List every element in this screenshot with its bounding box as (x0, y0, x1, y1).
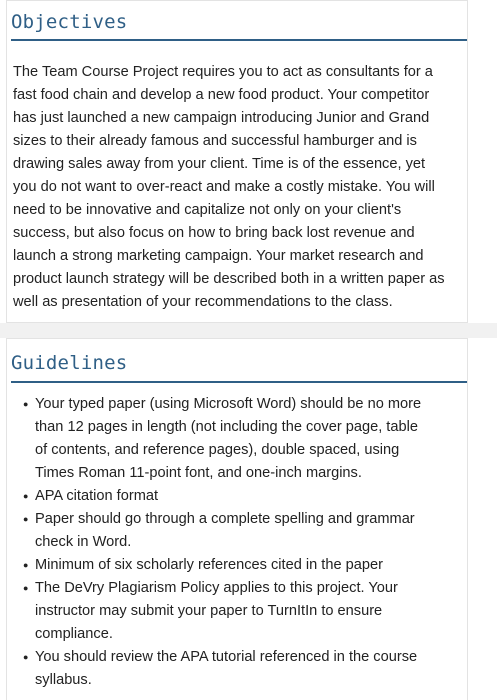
guidelines-panel (6, 338, 468, 700)
guidelines-divider (11, 381, 467, 383)
objectives-panel (6, 0, 468, 323)
bullet-icon: ● (23, 652, 29, 662)
paragraph-line: launch a strong marketing campaign. Your market research and (13, 248, 424, 264)
list-item (7, 554, 467, 577)
list-item (7, 577, 467, 646)
list-item-text (35, 393, 467, 485)
objectives-paragraph (13, 61, 475, 314)
list-item-line: instructor may submit your paper to TurnItIn to ensure (35, 603, 383, 619)
list-item-text (35, 646, 467, 692)
section-separator (0, 323, 497, 338)
paragraph-line: product launch strategy will be described both in a written paper as (13, 271, 445, 287)
paragraph-line: fast food chain and develop a new food product. Your competitor (13, 87, 430, 103)
list-item-line: than 12 pages in length (not including the cover page, table (35, 419, 418, 435)
bullet-icon: ● (23, 399, 29, 409)
bullet-icon: ● (23, 583, 29, 593)
list-item (7, 508, 467, 554)
objectives-heading: Objectives (11, 11, 128, 33)
list-item-line: Times Roman 11-point font, and one-inch margins. (35, 465, 362, 481)
bullet-icon: ● (23, 514, 29, 524)
list-item-line: check in Word. (35, 534, 132, 550)
guidelines-heading: Guidelines (11, 352, 128, 374)
list-item-text (35, 554, 467, 577)
bullet-icon: ● (23, 560, 29, 570)
paragraph-line: The Team Course Project requires you to act as consultants for a (13, 64, 433, 80)
bullet-icon: ● (23, 491, 29, 501)
list-item (7, 646, 467, 692)
paragraph-line: drawing sales away from your client. Time is of the essence, yet (13, 156, 426, 172)
list-item-line: APA citation format (35, 488, 159, 504)
list-item-text (35, 485, 467, 508)
list-item-line: Minimum of six scholarly references cited in the paper (35, 557, 383, 573)
paragraph-line: need to be innovative and capitalize not only on your client's (13, 202, 402, 218)
list-item-text (35, 508, 467, 554)
guidelines-list (7, 393, 467, 692)
list-item (7, 485, 467, 508)
paragraph-line: success, but also focus on how to bring back lost revenue and (13, 225, 415, 241)
paragraph-line: has just launched a new campaign introducing Junior and Grand (13, 110, 430, 126)
objectives-divider (11, 39, 467, 41)
list-item-line: You should review the APA tutorial referenced in the course (35, 649, 418, 665)
list-item (7, 393, 467, 485)
paragraph-line: well as presentation of your recommendations to the class. (13, 294, 393, 310)
list-item-line: Your typed paper (using Microsoft Word) should be no more (35, 396, 422, 412)
list-item-line: Paper should go through a complete spelling and grammar (35, 511, 415, 527)
list-item-line: of contents, and reference pages), double spaced, using (35, 442, 400, 458)
paragraph-line: you do not want to over-react and make a costly mistake. You will (13, 179, 435, 195)
list-item-line: syllabus. (35, 672, 92, 688)
list-item-line: The DeVry Plagiarism Policy applies to this project. Your (35, 580, 398, 596)
list-item-line: compliance. (35, 626, 113, 642)
paragraph-line: sizes to their already famous and successful hamburger and is (13, 133, 417, 149)
list-item-text (35, 577, 467, 646)
